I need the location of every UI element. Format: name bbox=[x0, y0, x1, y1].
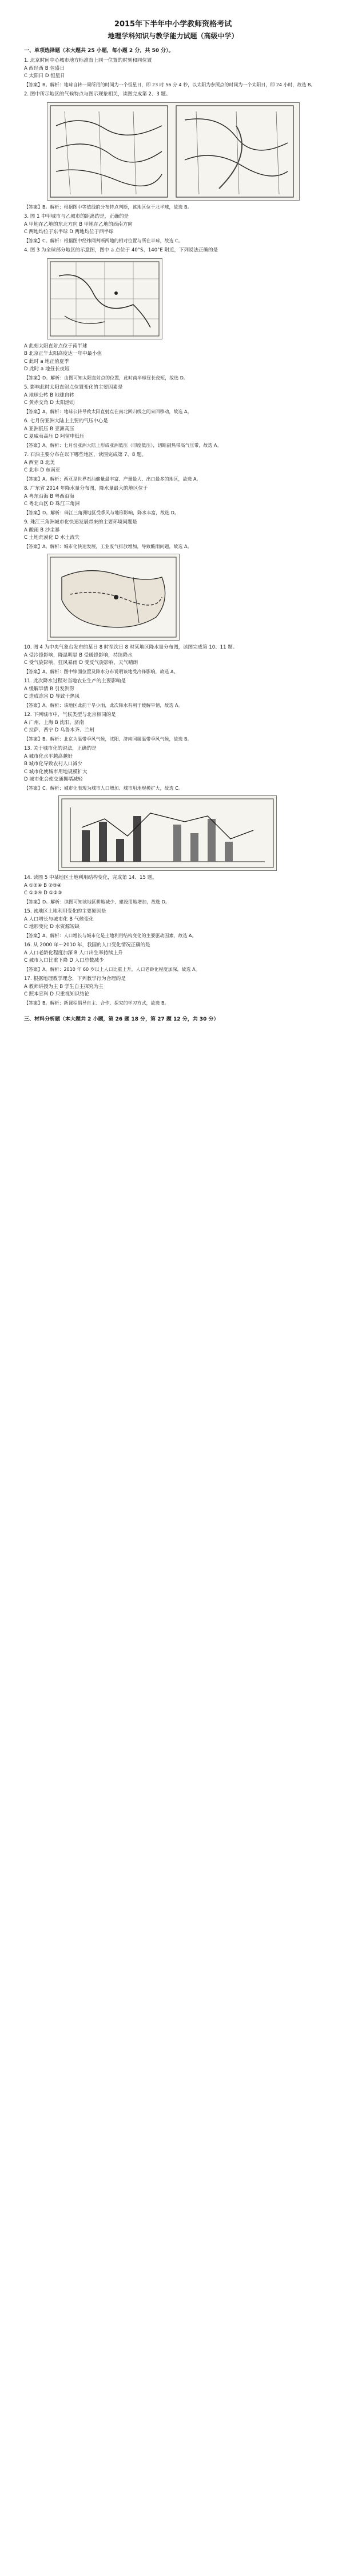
question-block bbox=[24, 247, 322, 382]
answer-analysis: 【答案】A。解析：图中锋面位置及降水分布说明该地受冷锋影响，故选 A。 bbox=[24, 669, 178, 674]
question-block bbox=[24, 213, 322, 245]
answer-analysis: 【答案】B。解析：新课程倡导自主、合作、探究的学习方式，故选 B。 bbox=[24, 1000, 169, 1006]
question-block bbox=[24, 908, 322, 939]
answer-analysis: 【答案】A。解析：西亚是世界石油储量最丰富、产量最大、出口最多的地区，故选 A。 bbox=[24, 476, 201, 482]
question-block bbox=[24, 745, 322, 792]
question-text: 13. 关于城市化的说法，正确的是 bbox=[24, 746, 97, 751]
question-block bbox=[24, 519, 322, 550]
question-options: A 受冷锋影响，降温明显 B 受暖锋影响，持续降水 bbox=[24, 652, 133, 658]
question-options: A 酸雨 B 沙尘暴 bbox=[24, 527, 60, 533]
map-figure-1 bbox=[47, 102, 300, 201]
question-options: C 城市化使城市用地规模扩大 bbox=[24, 769, 88, 775]
question-options: C 黄赤交角 D 太阳活动 bbox=[24, 400, 75, 406]
question-block bbox=[24, 485, 322, 517]
chart-figure-5 bbox=[58, 795, 277, 871]
question-text: 1. 北京时间中心城市地方标准直上同一位置的时刻和同位置 bbox=[24, 58, 152, 63]
question-options: C 两地均位于东半球 D 两地均位于西半球 bbox=[24, 229, 114, 235]
question-options: C 北非 D 东南亚 bbox=[24, 467, 61, 473]
answer-analysis: 【答案】A。解析：七月份亚洲大陆上形成亚洲低压（印度低压），切断副热带高气压带，故选 A。 bbox=[24, 442, 222, 448]
question-text: 7. 石油主要分布在以下哪些地区，读图完成第 7、8 题。 bbox=[24, 452, 147, 458]
question-text: 12. 下列城市中，气候类型与北京相同的是 bbox=[24, 712, 116, 718]
question-options: B 城市化导致农村人口减少 bbox=[24, 761, 83, 767]
question-text: 11. 此次降水过程对当地农业生产的主要影响是 bbox=[24, 678, 126, 684]
section-heading: 三、材料分析题（本大题共 2 小题，第 26 题 18 分，第 27 题 12 分，共 30 分） bbox=[24, 1017, 219, 1022]
question-options: A 西经西 B 包盛日 bbox=[24, 65, 65, 71]
question-options: C 夏威夷高压 D 阿留申低压 bbox=[24, 434, 85, 439]
question-block bbox=[24, 678, 322, 709]
answer-analysis: 【答案】A。解析：城市化快速发展，工业废气排放增加，导致酸雨问题，故选 A。 bbox=[24, 543, 192, 549]
question-options: A 粤东沿海 B 粤西沿海 bbox=[24, 493, 74, 499]
question-options: D 城市化会使交通拥堵减轻 bbox=[24, 777, 83, 782]
question-text: 8. 广东省 2014 年降水量分布图，降水量最大的地区位于 bbox=[24, 486, 148, 491]
question-text: 10. 图 4 为中央气象台发布的某日 8 时至次日 8 时某地区降水量分布图，读图完成第 10、11 题。 bbox=[24, 645, 238, 650]
question-text: 14. 读图 5 中某地区土地利用结构变化，完成第 14、15 题。 bbox=[24, 875, 157, 881]
question-block bbox=[24, 57, 322, 89]
question-options: C 受气旋影响，狂风暴雨 D 受反气旋影响，天气晴朗 bbox=[24, 660, 138, 666]
question-block bbox=[24, 554, 322, 675]
question-options: C 拉萨、西宁 D 乌鲁木齐、兰州 bbox=[24, 727, 94, 733]
question-options: A 城市化水平越高越好 bbox=[24, 753, 73, 759]
question-options: C 照本宣科 D 只重视知识结论 bbox=[24, 991, 90, 997]
question-options: A 人口增长与城市化 B 气候变化 bbox=[24, 916, 94, 922]
question-text: 3. 图 1 中甲城市与乙城市的距离约是，正确的是 bbox=[24, 214, 129, 219]
answer-analysis: 【答案】A。解析：2010 年 60 岁以上人口比重上升，人口老龄化程度加深，故选 A。 bbox=[24, 966, 200, 972]
answer-analysis: 【答案】D。解析：读图可知该地区耕地减少、建设用地增加，故选 D。 bbox=[24, 899, 170, 905]
question-options: A 教师讲授为主 B 学生自主探究为主 bbox=[24, 983, 104, 990]
question-block bbox=[24, 451, 322, 483]
question-options: D 此时 a 地昼长夜短 bbox=[24, 366, 70, 372]
question-options: A ①②④ B ②③④ bbox=[24, 882, 62, 889]
question-options: A 人口老龄化程度加深 B 人口出生率持续上升 bbox=[24, 950, 123, 956]
question-block bbox=[24, 418, 322, 449]
page-subtitle: 地理学科知识与教学能力试题（高级中学） bbox=[108, 32, 238, 40]
question-options: C 土地荒漠化 D 水土流失 bbox=[24, 535, 80, 541]
answer-analysis: 【答案】D。解析：由图可知太阳直射点的位置，此时南半球昼长夜短，故选 D。 bbox=[24, 375, 188, 381]
answer-analysis: 【答案】C。解析：根据图中经纬网判断两地的相对位置与所在半球，故选 C。 bbox=[24, 238, 183, 243]
map-figure-3 bbox=[47, 258, 162, 339]
question-options: A 此刻太阳直射点位于南半球 bbox=[24, 343, 88, 349]
question-text: 6. 七月份亚洲大陆上主要的气压中心是 bbox=[24, 418, 108, 424]
section-heading: 一、单项选择题（本大题共 25 小题，每小题 2 分，共 50 分）。 bbox=[24, 48, 174, 54]
question-text: 16. 从 2000 年～2010 年，我国的人口变化情况正确的是 bbox=[24, 942, 150, 948]
question-block bbox=[24, 384, 322, 415]
answer-analysis: 【答案】B。解析：北京为温带季风气候，沈阳、济南同属温带季风气候，故选 B。 bbox=[24, 736, 192, 742]
question-text: 4. 图 3 为全球部分地区的示意图，图中 a 点位于 40°S、140°E 附近，下列说法正确的是 bbox=[24, 247, 218, 253]
question-text: 2. 图中所示地区的气候特点与图示现象相关，读图完成第 2、3 题。 bbox=[24, 91, 171, 97]
question-text: 15. 该地区土地利用变化的主要原因是 bbox=[24, 909, 106, 914]
answer-analysis: 【答案】A。解析：人口增长与城市化是土地利用结构变化的主要驱动因素，故选 A。 bbox=[24, 933, 197, 938]
question-options: A 广州、上海 B 沈阳、济南 bbox=[24, 719, 84, 726]
question-options: C 城市人口比重下降 D 人口总数减少 bbox=[24, 958, 104, 963]
question-options: A 亚洲低压 B 亚洲高压 bbox=[24, 426, 74, 432]
answer-analysis: 【答案】A。解析：地球公转导致太阳直射点在南北回归线之间来回移动，故选 A。 bbox=[24, 409, 192, 414]
question-options: C 太阳日 D 恒星日 bbox=[24, 73, 65, 79]
answer-analysis: 【答案】D。解析：珠江三角洲地区受季风与地形影响，降水丰富，故选 D。 bbox=[24, 510, 179, 515]
question-text: 17. 根据地理教学理念，下列教学行为合理的是 bbox=[24, 976, 126, 982]
map-figure-4 bbox=[47, 554, 180, 641]
question-text: 5. 影响此时太阳直射点位置变化的主要因素是 bbox=[24, 385, 123, 390]
question-block bbox=[24, 711, 322, 743]
question-options: C 此时 a 地正值夏季 bbox=[24, 358, 69, 365]
question-options: A 地球公转 B 地球自转 bbox=[24, 392, 74, 398]
question-options: C 地形变化 D 水资源短缺 bbox=[24, 924, 80, 930]
page-title: 2015年下半年中小学教师资格考试 bbox=[114, 20, 232, 29]
answer-analysis: 【答案】B。解析：地球自转一周所用的时间为一个恒星日，即 23 时 56 分 4 秒，以太阳为参照点的时间为一个太阳日，即 24 小时，故选 B。 bbox=[24, 82, 316, 87]
answer-analysis: 【答案】C。解析：城市化表现为城市人口增加、城市用地规模扩大，故选 C。 bbox=[24, 785, 183, 791]
question-options: C ①③④ D ①②③ bbox=[24, 890, 62, 896]
answer-analysis: 【答案】B。解析：根据图中等值线的分布特点判断，该地区位于北半球，故选 B。 bbox=[24, 204, 192, 210]
question-block bbox=[24, 942, 322, 973]
question-text: 9. 珠江三角洲城市化快速发展带来的主要环境问题是 bbox=[24, 519, 137, 525]
question-options: C 造成冻害 D 导致干热风 bbox=[24, 694, 80, 699]
question-options: A 甲地在乙地的东北方向 B 甲地在乙地的西南方向 bbox=[24, 221, 133, 227]
question-options: A 西亚 B 北美 bbox=[24, 459, 55, 466]
question-block bbox=[24, 795, 322, 906]
question-options: A 缓解旱情 B 引发洪涝 bbox=[24, 686, 74, 692]
question-block bbox=[24, 975, 322, 1007]
question-block bbox=[24, 91, 322, 211]
question-options: C 粤北山区 D 珠江三角洲 bbox=[24, 501, 80, 507]
answer-analysis: 【答案】A。解析：该地区此前干旱少雨，此次降水有利于缓解旱情，故选 A。 bbox=[24, 702, 183, 708]
question-options: B 北京正午太阳高度达一年中最小值 bbox=[24, 351, 102, 357]
